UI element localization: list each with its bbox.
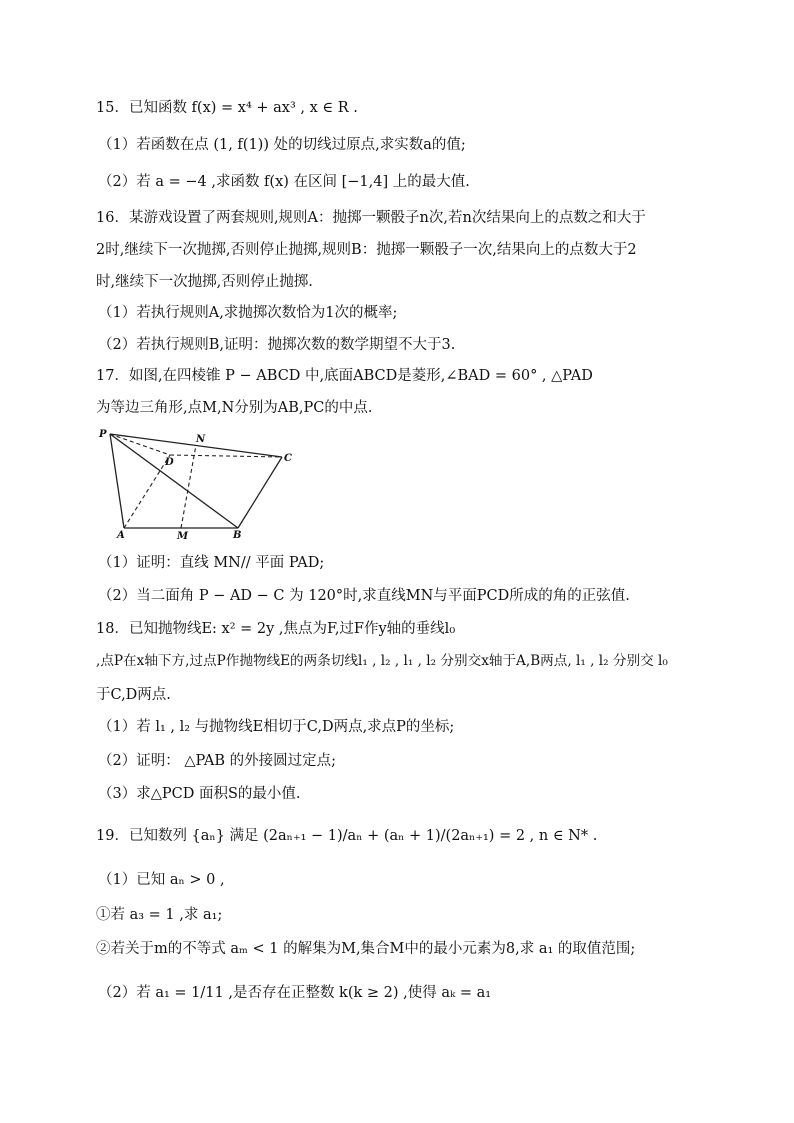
problem-16-part-1: （1）若执行规则A,求抛掷次数恰为1次的概率; [98, 305, 398, 321]
problem-16-stem-line-2: 2时,继续下一次抛掷,否则停止抛掷,规则B：抛掷一颗骰子一次,结果向上的点数大于2 [96, 242, 637, 258]
problem-19-part-1: （1）已知 aₙ > 0 , [98, 872, 225, 888]
problem-18-part-1: （1）若 l₁ , l₂ 与抛物线E相切于C,D两点,求点P的坐标; [98, 719, 455, 735]
label-p: P [99, 429, 107, 440]
label-c: C [284, 453, 292, 464]
pyramid-figure [96, 428, 296, 540]
problem-17-stem-line-1: 17．如图,在四棱锥 P − ABCD 中,底面ABCD是菱形,∠BAD = 60° , △PAD [96, 368, 593, 384]
problem-18-stem-line-1: 18．已知抛物线E: x² = 2y ,焦点为F,过F作y轴的垂线l₀ [96, 621, 456, 637]
problem-17-part-2: （2）当二面角 P − AD − C 为 120°时,求直线MN与平面PCD所成的角的正弦值. [98, 588, 630, 604]
problem-16-part-2: （2）若执行规则B,证明：抛掷次数的数学期望不大于3. [98, 337, 456, 353]
problem-17-stem-line-2: 为等边三角形,点M,N分别为AB,PC的中点. [96, 400, 373, 416]
label-n: N [196, 434, 206, 445]
label-d: D [165, 457, 174, 468]
problem-18-stem-line-3: 于C,D两点. [96, 687, 171, 703]
problem-18-part-2: （2）证明： △PAB 的外接圆过定点; [98, 753, 337, 769]
label-m: M [177, 531, 189, 540]
problem-19-part-2: （2）若 a₁ = 1/11 ,是否存在正整数 k(k ≥ 2) ,使得 aₖ = a₁ [98, 985, 492, 1001]
problem-15-part-2: （2）若 a = −4 ,求函数 f(x) 在区间 [−1,4] 上的最大值. [98, 174, 470, 190]
problem-16-stem-line-1: 16．某游戏设置了两套规则,规则A：抛掷一颗骰子n次,若n次结果向上的点数之和大于 [96, 210, 646, 226]
problem-19-part-1-sub-1: ①若 a₃ = 1 ,求 a₁; [96, 907, 223, 923]
label-a: A [117, 530, 125, 540]
problem-15-stem: 15．已知函数 f(x) = x⁴ + ax³ , x ∈ R . [96, 100, 358, 116]
problem-15-part-1: （1）若函数在点 (1, f(1)) 处的切线过原点,求实数a的值; [98, 137, 466, 153]
label-b: B [233, 530, 242, 540]
problem-17-part-1: （1）证明：直线 MN// 平面 PAD; [98, 555, 325, 571]
problem-19-part-1-sub-2: ②若关于m的不等式 aₘ < 1 的解集为M,集合M中的最小元素为8,求 a₁ 的取值范围; [96, 941, 636, 957]
problem-18-stem-line-2: ,点P在x轴下方,过点P作抛物线E的两条切线l₁ , l₂ , l₁ , l₂ 分别交x轴于A,B两点, l₁ , l₂ 分别交 l₀ [96, 653, 668, 669]
problem-16-stem-line-3: 时,继续下一次抛掷,否则停止抛掷. [96, 274, 313, 290]
problem-19-stem: 19．已知数列 {aₙ} 满足 (2aₙ₊₁ − 1)/aₙ + (aₙ + 1)/(2aₙ₊₁) = 2 , n ∈ N* . [96, 828, 598, 844]
problem-18-part-3: （3）求△PCD 面积S的最小值. [98, 786, 301, 802]
